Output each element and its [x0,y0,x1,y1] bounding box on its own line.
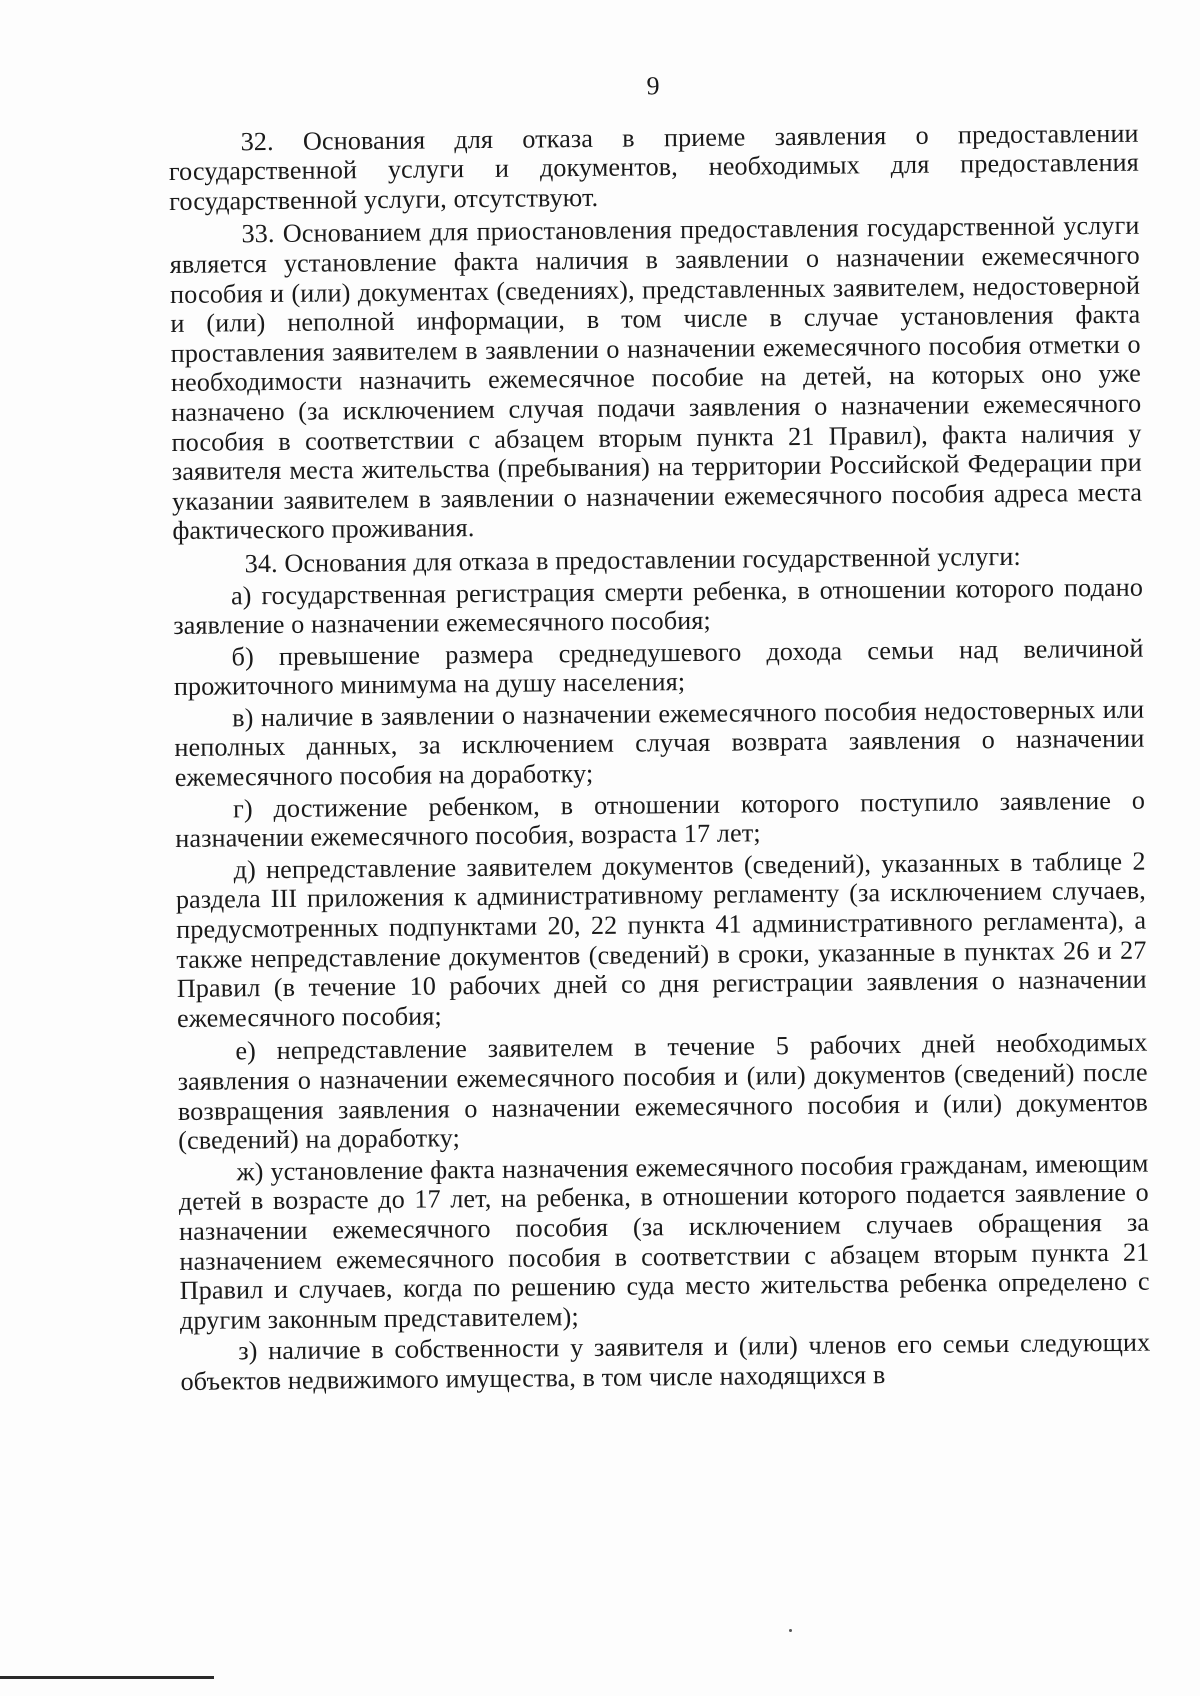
paragraph-34-d: д) непредставление заявителем документов (сведений), указанных в таблице 2 раздела III приложения к административному регламенту (за исключением случаев, предусмотренных подпунктами 20, 22 пункта 41 административного регламента), а также непредставление документов (сведений) в сроки, указанные в пунктах 26 и 27 Правил (в течение 10 рабочих дней со дня регистрации заявления о назначении ежемесячного пособия; [175,846,1147,1033]
paragraph-33: 33. Основанием для приостановления предоставления государственной услуги является установление факта наличия в заявлении о назначении ежемесячного пособия и (или) документах (сведениях), представленных заявителем, недостоверной и (или) неполной информации, в том числе в случае установления факта проставления заявителем в заявлении о назначении ежемесячного пособия отметки о необходимости назначить ежемесячное пособие на детей, на которых оно уже назначено (за исключением случая подачи заявления о назначении ежемесячного пособия в соответствии с абзацем вторым пункта 21 Правил), факта наличия у заявителя места жительства (пребывания) на территории Российской Федерации при указании заявителем в заявлении о назначении ежемесячного пособия адреса места фактического проживания. [169,211,1143,546]
document-body [168,67,1151,1397]
paragraph-34-z: з) наличие в собственности у заявителя и (или) членов его семьи следующих объектов недвижимого имущества, в том числе находящихся в [180,1327,1151,1396]
scan-edge-line [0,1676,214,1679]
paragraph-34-e: е) непредставление заявителем в течение 5 рабочих дней необходимых заявления о назначении ежемесячного пособия и (или) документов (сведений) после возвращения заявления о назначении ежемесячного пособия и (или) документов (сведений) на доработку; [177,1028,1149,1156]
paragraph-34-g: г) достижение ребенком, в отношении которого поступило заявление о назначении ежемесячного пособия, возраста 17 лет; [175,785,1146,854]
page-number: 9 [646,71,660,101]
paragraph-32: 32. Основания для отказа в приеме заявления о предоставлении государственной услуги и документов, необходимых для предоставления государственной услуги, отсутствуют. [168,118,1140,216]
scan-speck [789,1629,792,1632]
paragraph-34: 34. Основания для отказа в предоставлении государственной услуги: [244,541,1021,579]
paragraph-34-b: б) превышение размера среднедушевого дохода семьи над величиной прожиточного минимума на душу населения; [173,633,1144,702]
paragraph-34-v: в) наличие в заявлении о назначении ежемесячного пособия недостоверных или неполных данных, за исключением случая возврата заявления о назначении ежемесячного пособия на доработку; [174,694,1145,793]
paragraph-34-a: а) государственная регистрация смерти ребенка, в отношении которого подано заявление о назначении ежемесячного пособия; [173,572,1144,641]
paragraph-34-zh: ж) установление факта назначения ежемесячного пособия гражданам, имеющим детей в возрасте до 17 лет, на ребенка, в отношении которого подается заявление о назначении ежемесячного пособия (за исключением случаев обращения за назначением ежемесячного пособия в соответствии с абзацем вторым пункта 21 Правил и случаев, когда по решению суда место жительства ребенка определено с другим законным представителем); [178,1148,1150,1335]
